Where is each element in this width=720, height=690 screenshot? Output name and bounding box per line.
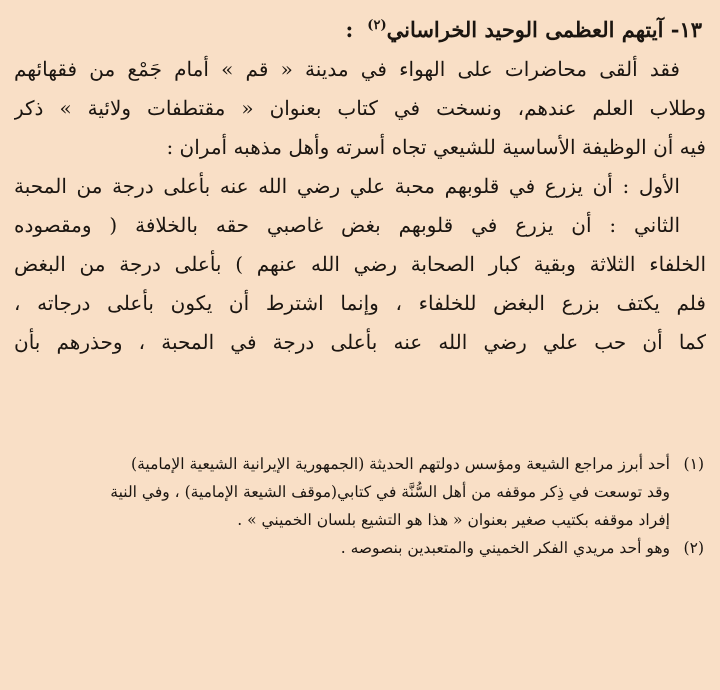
heading-text: ١٣- آيتهم العظمى الوحيد الخراساني: [386, 17, 702, 42]
body-line: فلم يكتف بزرع البغض للخلفاء ، وإنما اشترط أن يكون بأعلى درجاته ،: [14, 291, 706, 315]
footnote-number: (٢): [683, 539, 704, 557]
footnote-line: [16, 450, 704, 478]
section-heading: [20, 6, 702, 50]
body-line: كما أن حب علي رضي الله عنه بأعلى درجة في المحبة ، وحذرهم بأن: [14, 330, 706, 354]
footnote-line: [16, 534, 704, 562]
footnote-text: وهو أحد مريدي الفكر الخميني والمتعبدين بنصوصه .: [340, 539, 670, 557]
footnote-number: (١): [683, 455, 704, 473]
heading-colon: :: [345, 17, 354, 42]
body-line: الثاني : أن يزرع في قلوبهم بغض غاصبي حقه بالخلافة ( ومقصوده: [14, 213, 680, 237]
body-paragraphs: [14, 50, 706, 362]
body-line: وطلاب العلم عندهم، ونسخت في كتاب بعنوان « مقتطفات ولائية » ذكر: [14, 96, 706, 120]
footnotes-section: [16, 450, 704, 562]
body-line: فقد ألقى محاضرات على الهواء في مدينة « قم » أمام جَمْع من فقهائهم: [14, 57, 680, 81]
body-line: الخلفاء الثلاثة وبقية كبار الصحابة رضي الله عنهم ) بأعلى درجة من البغض: [14, 252, 706, 276]
body-line: الأول : أن يزرع في قلوبهم محبة علي رضي الله عنه بأعلى درجة من المحبة: [14, 174, 680, 198]
heading-footnote-ref[interactable]: (٢): [367, 18, 387, 33]
footnote-line: وقد توسعت في ذِكر موقفه من أهل السُّنَّة في كتابي(موقف الشيعة الإمامية) ، وفي النية: [110, 483, 670, 501]
footnote-line: إفراد موقفه بكتيب صغير بعنوان « هذا هو التشيع بلسان الخميني » .: [237, 511, 670, 529]
footnote-text: أحد أبرز مراجع الشيعة ومؤسس دولتهم الحديثة (الجمهورية الإيرانية الشيعية الإمامية): [131, 455, 670, 473]
body-line: فيه أن الوظيفة الأساسية للشيعي تجاه أسرته وأهل مذهبه أمران :: [166, 135, 706, 159]
